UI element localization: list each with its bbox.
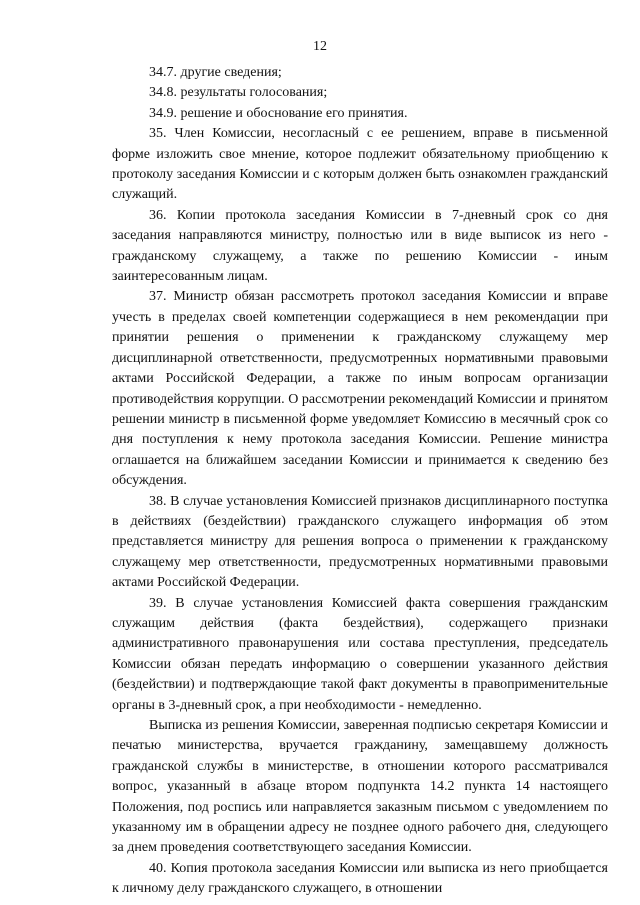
document-body	[112, 63, 608, 900]
paragraph-36: 36. Копии протокола заседания Комиссии в 7-дневный срок со дня заседания направляются министру, полностью или в виде выписок из него - гражданскому служащему, а также по решению Комиссии - иным заинтересованным лицам.	[112, 207, 608, 285]
paragraph-extract: Выписка из решения Комиссии, заверенная подписью секретаря Комиссии и печатью министерства, вручается гражданину, замещавшему должность гражданской службы в министерстве, в отношении которого рассматривался вопрос, указанный в абзаце втором подпункта 14.2 пункта 14 настоящего Положения, под роспись или направляется заказным письмом с уведомлением по указанному им в обращении адресу не позднее одного рабочего дня, следующего за днем проведения соответствующего заседания Комиссии.	[112, 718, 608, 856]
paragraph-40: 40. Копия протокола заседания Комиссии или выписка из него приобщается к личному делу гражданского служащего, в отношении	[112, 860, 608, 897]
paragraph-34-9: 34.9. решение и обоснование его принятия.	[149, 105, 408, 121]
paragraph-38: 38. В случае установления Комиссией признаков дисциплинарного поступка в действиях (бездействии) гражданского служащего информация об этом представляется министру для решения вопроса о применении к гражданскому служащему мер ответственности, предусмотренных нормативными правовыми актами Российской Федерации.	[112, 493, 608, 591]
page-number: 12	[313, 39, 327, 54]
paragraph-34-8: 34.8. результаты голосования;	[149, 85, 328, 101]
paragraph-37: 37. Министр обязан рассмотреть протокол заседания Комиссии и вправе учесть в пределах своей компетенции содержащиеся в нем рекомендации при принятии решения о применении к гражданскому служащему мер дисциплинарной ответственности, предусмотренных нормативными правовыми актами Российской Федерации, а также по иным вопросам организации противодействия коррупции. О рассмотрении рекомендаций Комиссии и принятом решении министр в письменной форме уведомляет Комиссию в месячный срок со дня поступления к нему протокола заседания Комиссии. Решение министра оглашается на ближайшем заседании Комиссии и принимается к сведению без обсуждения.	[112, 289, 608, 489]
paragraph-39: 39. В случае установления Комиссией факта совершения гражданским служащим действия (факта бездействия), содержащего признаки административного правонарушения или состава преступления, председатель Комиссии обязан передать информацию о совершении указанного действия (бездействии) и подтверждающие такой факт документы в правоприменительные органы в 3-дневный срок, а при необходимости - немедленно.	[112, 595, 608, 713]
paragraph-35: 35. Член Комиссии, несогласный с ее решением, вправе в письменной форме изложить свое мнение, которое подлежит обязательному приобщению к протоколу заседания Комиссии и с которым должен быть ознакомлен гражданский служащий.	[112, 126, 608, 203]
paragraph-34-7: 34.7. другие сведения;	[149, 65, 282, 80]
